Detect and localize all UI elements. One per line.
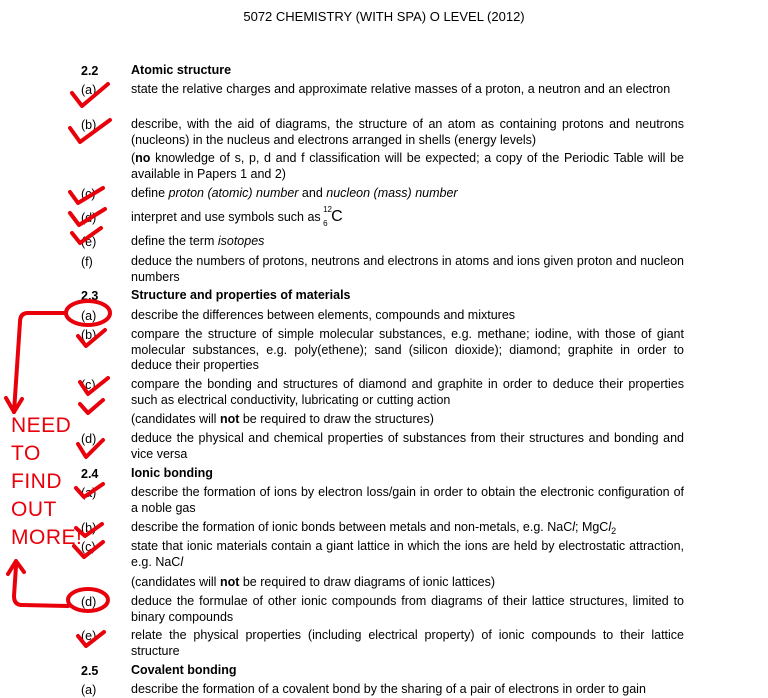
- section-number: 2.5: [81, 664, 99, 678]
- item-text: deduce the physical and chemical properties of substances from their structures and bonding and vice versa: [131, 431, 684, 461]
- item-label: (d): [81, 595, 97, 609]
- section-number: 2.3: [81, 289, 99, 303]
- item-label: (e): [81, 629, 97, 643]
- item-text: define proton (atomic) number and nucleon (mass) number: [131, 186, 458, 200]
- arrow-down-icon: [14, 313, 66, 412]
- note-line: FIND: [11, 470, 62, 493]
- item-label: (e): [81, 235, 97, 249]
- item-label: (a): [81, 309, 97, 323]
- item-text: state that ionic materials contain a giant lattice in which the ions are held by electrostatic attraction, e.g. NaCl: [131, 539, 684, 569]
- note-rest: knowledge of s, p, d and f classification will be expected; a copy of the Periodic Table will be available in Papers 1 and 2): [131, 151, 684, 181]
- item-label: (a): [81, 683, 97, 697]
- item-note: [131, 151, 684, 182]
- note-line: NEED: [11, 414, 72, 437]
- item-text: deduce the formulae of other ionic compounds from diagrams of their lattice structures, limited to binary compounds: [131, 594, 684, 624]
- item-text: deduce the numbers of protons, neutrons and electrons in atoms and ions given proton and nucleon numbers: [131, 254, 684, 284]
- check-mark-icon: [80, 400, 103, 413]
- section-number: 2.2: [81, 64, 99, 78]
- note-open: (: [131, 151, 136, 165]
- item-label: (c): [81, 378, 96, 392]
- item-text: describe the formation of ions by electron loss/gain in order to obtain the electronic configuration of a noble gas: [131, 485, 684, 515]
- item-label: (c): [81, 187, 96, 201]
- section-number: 2.4: [81, 467, 99, 481]
- item-text: describe the differences between elements, compounds and mixtures: [131, 308, 516, 322]
- item-label: (b): [81, 521, 97, 535]
- note-line: TO: [11, 442, 41, 465]
- handwritten-note: [11, 412, 82, 552]
- nuclide-symbol: 12 6 C: [323, 205, 343, 228]
- note-line: OUT: [11, 498, 57, 521]
- note-line: MORE!: [11, 526, 83, 549]
- arrow-head-icon: [8, 561, 24, 574]
- item-label: (b): [81, 328, 97, 342]
- item-text: interpret and use symbols such as 12 6 C: [131, 205, 343, 228]
- item-text: compare the structure of simple molecular substances, e.g. methane; iodine, with those of giant molecular substances, e.g. poly(ethene); sand (silicon dioxide); diamond; graphite in order to deduce their properties: [131, 327, 684, 372]
- arrow-up-icon: [14, 566, 68, 606]
- item-label: (a): [81, 83, 97, 97]
- item-label: (d): [81, 432, 97, 446]
- item-text: state the relative charges and approximate relative masses of a proton, a neutron and an electron: [131, 82, 671, 96]
- section-title: Covalent bonding: [131, 663, 237, 677]
- item-label: (a): [81, 486, 97, 500]
- item-text: describe, with the aid of diagrams, the structure of an atom as containing protons and neutrons (nucleons) in the nucleus and electrons arranged in shells (energy levels): [131, 117, 684, 147]
- item-note: (candidates will not be required to draw diagrams of ionic lattices): [131, 575, 496, 589]
- section-title: Atomic structure: [131, 63, 232, 77]
- item-text: describe the formation of ionic bonds between metals and non-metals, e.g. NaCl; MgCl$_2$: [131, 520, 617, 536]
- arrow-head-icon: [6, 398, 22, 412]
- item-text: compare the bonding and structures of diamond and graphite in order to deduce their properties such as electrical conductivity, lubricating or cutting action: [131, 377, 684, 407]
- item-text: define the term isotopes: [131, 234, 265, 248]
- item-text: relate the physical properties (including electrical property) of ionic compounds to their lattice structure: [131, 628, 684, 658]
- page-header: 5072 CHEMISTRY (WITH SPA) O LEVEL (2012): [243, 9, 525, 24]
- item-label: (d): [81, 211, 97, 225]
- item-note: (candidates will not be required to draw the structures): [131, 412, 434, 426]
- section-title: Ionic bonding: [131, 466, 213, 480]
- item-label: (c): [81, 540, 96, 554]
- note-bold: no: [135, 151, 151, 165]
- item-label: (b): [81, 118, 97, 132]
- section-title: Structure and properties of materials: [131, 288, 351, 302]
- item-text: describe the formation of a covalent bond by the sharing of a pair of electrons in order to gain: [131, 682, 646, 696]
- item-label: (f): [81, 255, 93, 269]
